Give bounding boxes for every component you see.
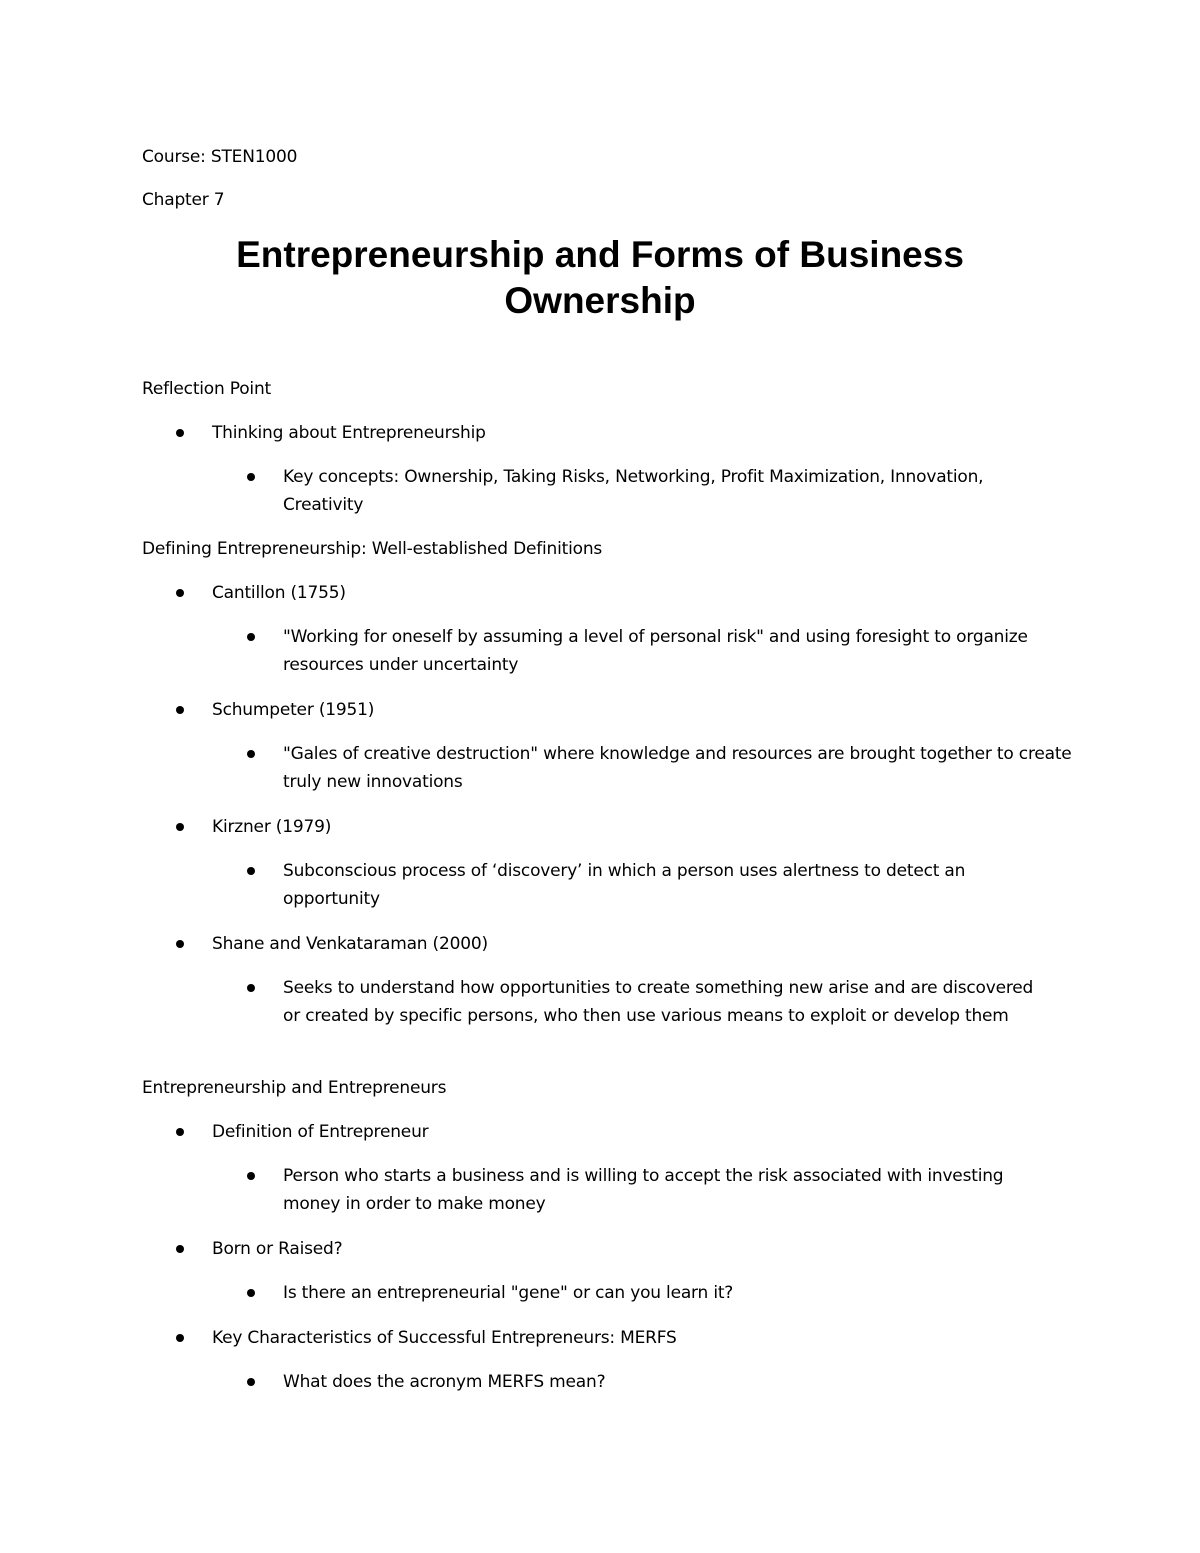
list-subitem: What does the acronym MERFS mean? [283, 1372, 606, 1392]
bullet-icon [176, 1245, 184, 1253]
bullet-icon [247, 1289, 255, 1297]
bullet-icon [247, 1172, 255, 1180]
bullet-icon [247, 1378, 255, 1386]
list-item: Born or Raised? [212, 1239, 343, 1259]
bullet-icon [176, 940, 184, 948]
bullet-icon [247, 867, 255, 875]
bullet-icon [247, 984, 255, 992]
list-item: Kirzner (1979) [212, 817, 332, 837]
bullet-icon [176, 589, 184, 597]
bullet-icon [247, 473, 255, 481]
bullet-icon [247, 750, 255, 758]
bullet-icon [247, 633, 255, 641]
bullet-icon [176, 823, 184, 831]
list-subitem: Seeks to understand how opportunities to create something new arise and are discovered or created by specific persons, who then use various means to exploit or develop them [283, 978, 1034, 1026]
section-heading-defining: Defining Entrepreneurship: Well-established Definitions [142, 539, 603, 559]
page-title-line-2: Ownership [504, 280, 696, 321]
section-heading-reflection: Reflection Point [142, 379, 271, 399]
chapter-label: Chapter 7 [142, 190, 225, 210]
list-item: Cantillon (1755) [212, 583, 346, 603]
course-label: Course: STEN1000 [142, 147, 298, 167]
list-item: Thinking about Entrepreneurship [212, 423, 486, 443]
list-item: Definition of Entrepreneur [212, 1122, 429, 1142]
list-subitem: Subconscious process of ‘discovery’ in which a person uses alertness to detect an opportunity [283, 861, 966, 909]
list-item: Key Characteristics of Successful Entrepreneurs: MERFS [212, 1328, 677, 1348]
section-heading-entrepreneurs: Entrepreneurship and Entrepreneurs [142, 1078, 447, 1098]
list-subitem: Key concepts: Ownership, Taking Risks, Networking, Profit Maximization, Innovation, Creativity [283, 467, 984, 515]
page-title-line-1: Entrepreneurship and Forms of Business [236, 234, 964, 275]
bullet-icon [176, 429, 184, 437]
list-subitem: "Working for oneself by assuming a level of personal risk" and using foresight to organize resources under uncertainty [283, 627, 1028, 675]
list-subitem: Is there an entrepreneurial "gene" or can you learn it? [283, 1283, 734, 1303]
bullet-icon [176, 1334, 184, 1342]
bullet-icon [176, 706, 184, 714]
list-item: Shane and Venkataraman (2000) [212, 934, 488, 954]
list-subitem: "Gales of creative destruction" where knowledge and resources are brought together to create truly new innovations [283, 744, 1072, 792]
bullet-icon [176, 1128, 184, 1136]
list-item: Schumpeter (1951) [212, 700, 375, 720]
list-subitem: Person who starts a business and is willing to accept the risk associated with investing money in order to make money [283, 1166, 1004, 1214]
